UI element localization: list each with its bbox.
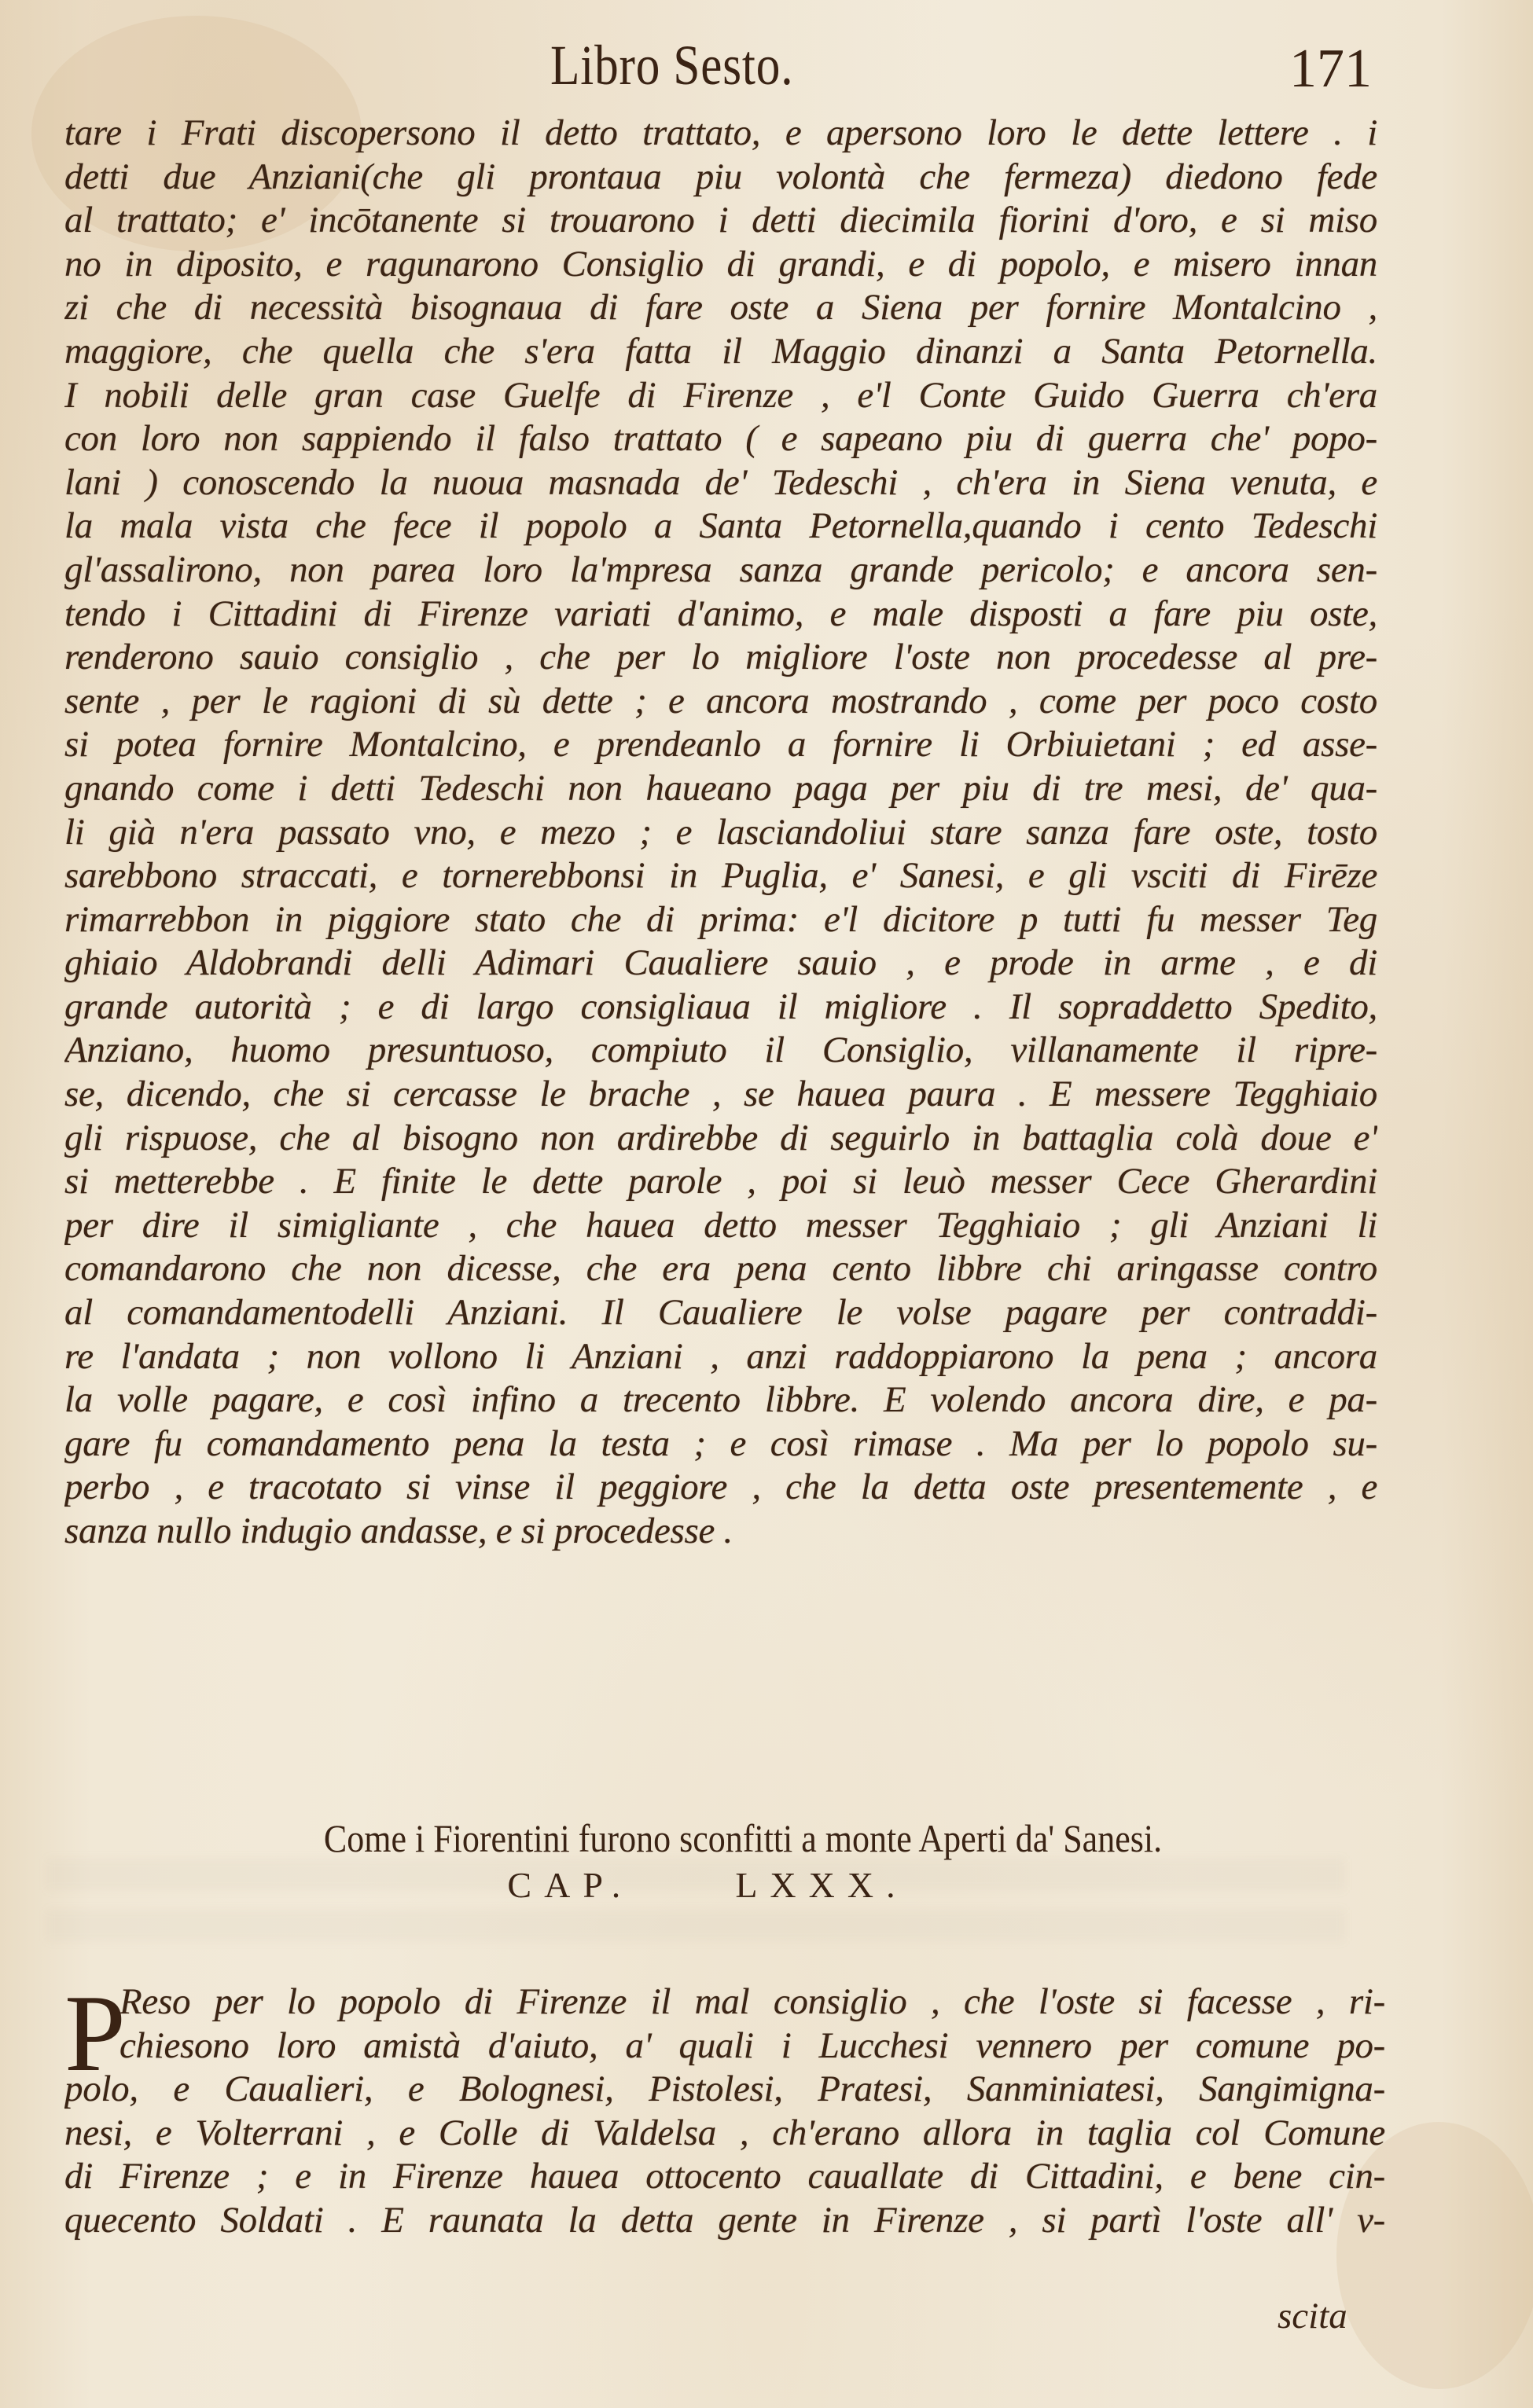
- text-line: grande autorità ; e di largo consigliaua il migliore . Il sopraddetto Spedito,: [64, 986, 1377, 1027]
- text-line: re l'andata ; non vollono li Anziani , anzi raddoppiarono la pena ; ancora: [64, 1335, 1377, 1377]
- chapter-heading: [0, 1815, 1533, 1910]
- text-line: Anziano, huomo presuntuoso, compiuto il Consiglio, villanamente il ripre-: [64, 1030, 1377, 1071]
- chapter-roman-numeral: LXXX.: [735, 1865, 908, 1905]
- text-line: si potea fornire Montalcino, e prendeanlo a fornire li Orbiuietani ; ed asse-: [64, 724, 1377, 765]
- text-line: lani ) conoscendo la nuoua masnada de' Tedeschi , ch'era in Siena venuta, e: [64, 461, 1377, 503]
- text-line: si metterebbe . E finite le dette parole , poi si leuò messer Cece Gherardini: [64, 1161, 1377, 1202]
- text-line: sente , per le ragioni di sù dette ; e ancora mostrando , come per poco costo: [64, 680, 1377, 721]
- text-line: al comandamentodelli Anziani. Il Caualiere le volse pagare per contraddi-: [64, 1292, 1377, 1334]
- text-line: comandarono che non dicesse, che era pena cento libbre chi aringasse contro: [64, 1248, 1377, 1290]
- text-line: renderono sauio consiglio , che per lo migliore l'oste non procedesse al pre-: [64, 637, 1377, 678]
- text-line: per dire il simigliante , che hauea detto messer Tegghiaio ; gli Anziani li: [64, 1204, 1377, 1246]
- text-line: al trattato; e' incōtanente si trouarono i detti diecimila fiorini d'oro, e si miso: [64, 200, 1377, 241]
- text-line: gnando come i detti Tedeschi non haueano paga per piu di tre mesi, de' qua-: [64, 767, 1377, 809]
- text-line: tendo i Cittadini di Firenze variati d'animo, e male disposti a fare piu oste,: [64, 593, 1377, 634]
- text-line: con loro non sappiendo il falso trattato ( e sapeano piu di guerra che' popo-: [64, 418, 1377, 460]
- text-line: polo, e Caualieri, e Bolognesi, Pistolesi, Pratesi, Sanminiatesi, Sangimigna-: [64, 2068, 1385, 2110]
- page-number: 171: [1289, 39, 1372, 99]
- catchword: scita: [1278, 2296, 1347, 2336]
- text-line: I nobili delle gran case Guelfe di Firenze , e'l Conte Guido Guerra ch'era: [64, 374, 1377, 416]
- text-line: rimarrebbon in piggiore stato che di prima: e'l dicitore p tutti fu messer Teg: [64, 898, 1377, 940]
- text-line: gl'assalirono, non parea loro la'mpresa sanza grande pericolo; e ancora sen-: [64, 549, 1377, 590]
- text-line: maggiore, che quella che s'era fatta il Maggio dinanzi a Santa Petornella.: [64, 330, 1377, 372]
- text-line: ghiaio Aldobrandi delli Adimari Caualiere sauio , e prode in arme , e di: [64, 942, 1377, 984]
- text-line: gare fu comandamento pena la testa ; e così rimase . Ma per lo popolo su-: [64, 1422, 1377, 1464]
- text-line: tare i Frati discopersono il detto trattato, e apersono loro le dette lettere . i: [64, 112, 1377, 153]
- text-line: sarebbono straccati, e tornerebbonsi in Puglia, e' Sanesi, e gli vsciti di Firēze: [64, 855, 1377, 897]
- text-line: li già n'era passato vno, e mezo ; e lasciandoliui stare sanza fare oste, tosto: [64, 811, 1377, 853]
- text-line: no in diposito, e ragunarono Consiglio di grandi, e di popolo, e misero innan: [64, 243, 1377, 284]
- text-line: la mala vista che fece il popolo a Santa Petornella,quando i cento Tedeschi: [64, 505, 1377, 547]
- text-line: zi che di necessità bisognaua di fare oste a Siena per fornire Montalcino ,: [64, 287, 1377, 329]
- body-text: [64, 112, 1377, 1554]
- chapter-title: Come i Fiorentini furono sconfitti a monte Aperti da' Sanesi.: [323, 1816, 1163, 1860]
- text-line: detti due Anziani(che gli prontaua piu volontà che fermeza) diedono fede: [64, 156, 1377, 197]
- text-line: perbo , e tracotato si vinse il peggiore , che la detta oste presentemente , e: [64, 1466, 1377, 1508]
- chapter-opening: [64, 1973, 1385, 2243]
- chapter-number: [0, 1861, 1533, 1910]
- show-through: [47, 1910, 1344, 1941]
- text-line: la volle pagare, e così infino a trecento libbre. E volendo ancora dire, e pa-: [64, 1379, 1377, 1421]
- text-line: quecento Soldati . E raunata la detta gente in Firenze , si partì l'oste all' v-: [64, 2199, 1385, 2241]
- text-line: nesi, e Volterrani , e Colle di Valdelsa , ch'erano allora in taglia col Comune: [64, 2112, 1385, 2153]
- drop-cap: P: [64, 1973, 126, 2094]
- text-line: se, dicendo, che si cercasse le brache , se hauea paura . E messere Tegghiaio: [64, 1074, 1377, 1115]
- text-line: sanza nullo indugio andasse, e si procedesse .: [64, 1511, 733, 1551]
- text-line: di Firenze ; e in Firenze hauea ottocento cauallate di Cittadini, e bene cin-: [64, 2156, 1385, 2197]
- running-title: Libro Sesto.: [550, 34, 794, 97]
- text-line: Reso per lo popolo di Firenze il mal consiglio , che l'oste si facesse , ri-: [119, 1981, 1385, 2022]
- chapter-cap-label: CAP.: [507, 1865, 634, 1905]
- text-line: chiesono loro amistà d'aiuto, a' quali i Lucchesi vennero per comune po-: [119, 2024, 1385, 2066]
- running-head: [0, 33, 1533, 104]
- text-line: gli rispuose, che al bisogno non ardirebbe di seguirlo in battaglia colà doue e': [64, 1117, 1377, 1158]
